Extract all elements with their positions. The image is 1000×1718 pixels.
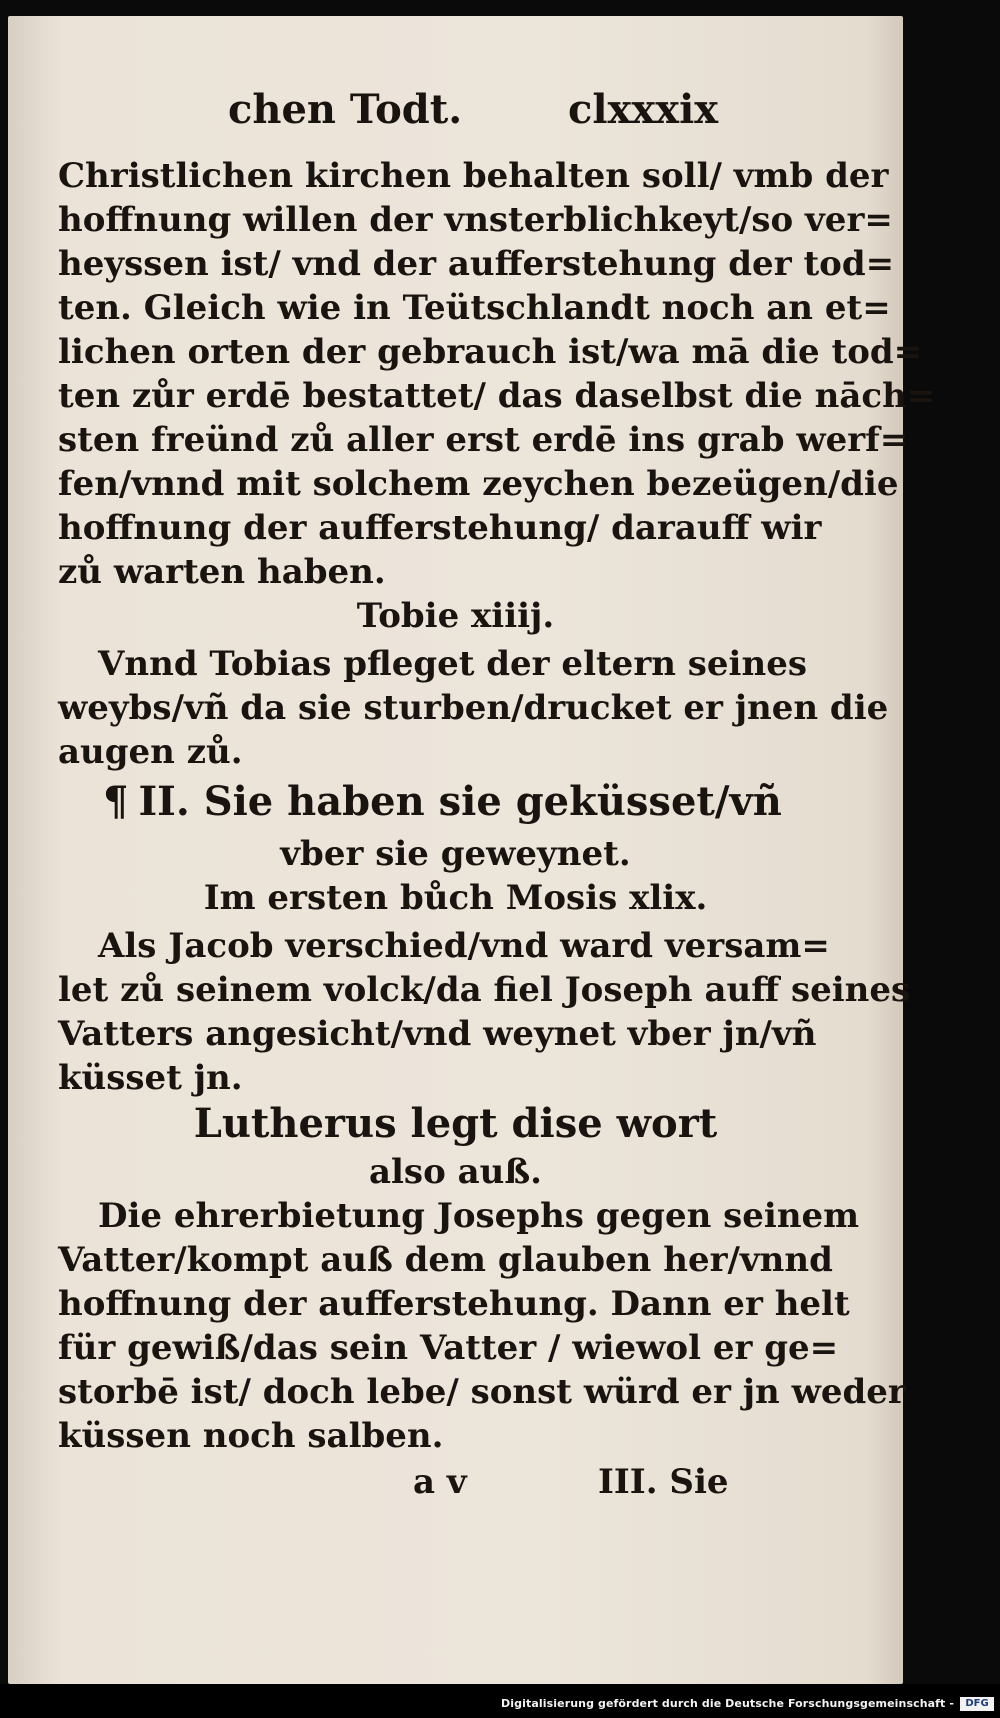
text-line: Vatters angesicht/vnd weynet vber jn/vñ <box>58 1014 817 1054</box>
text-line: Christlichen kirchen behalten soll/ vmb der <box>58 156 889 196</box>
text-line: Die ehrerbietung Josephs gegen seinem <box>98 1196 860 1236</box>
section-heading <box>103 778 782 825</box>
text-line: küssen noch salben. <box>58 1416 444 1456</box>
luther-heading: Lutherus legt dise wort <box>193 1100 718 1147</box>
text-line: augen zů. <box>58 732 243 772</box>
section-heading-text: II. Sie haben sie geküsset/vñ <box>138 778 782 825</box>
text-line: ten zůr erdē bestattet/ das daselbst die nāch= <box>58 376 936 416</box>
text-line: Vatter/kompt auß dem glauben her/vnnd <box>58 1240 833 1280</box>
book-page <box>8 16 936 1684</box>
moses-heading: Im ersten bůch Mosis xlix. <box>203 878 708 918</box>
text-line: hoffnung der aufferstehung. Dann er helt <box>58 1284 850 1324</box>
footer-bar <box>0 1684 1000 1718</box>
folio-number: clxxxix <box>568 86 719 133</box>
text-line: weybs/vñ da sie sturben/drucket er jnen die <box>58 688 889 728</box>
text-line: heyssen ist/ vnd der aufferstehung der tod= <box>58 244 895 284</box>
text-line: Als Jacob verschied/vnd ward versam= <box>98 926 830 966</box>
text-line: Vnnd Tobias pfleget der eltern seines <box>98 644 807 684</box>
text-line: hoffnung willen der vnsterblichkeyt/so ver= <box>58 200 893 240</box>
section-subheading: vber sie geweynet. <box>280 834 631 874</box>
text-line: zů warten haben. <box>58 552 386 592</box>
text-line: für gewiß/das sein Vatter / wiewol er ge= <box>58 1328 839 1368</box>
text-line: let zů seinem volck/da fiel Joseph auff seines <box>58 970 911 1010</box>
text-line: lichen orten der gebrauch ist/wa mā die tod= <box>58 332 923 372</box>
dfg-logo: DFG <box>960 1697 994 1711</box>
text-line: ten. Gleich wie in Teütschlandt noch an et= <box>58 288 891 328</box>
luther-subheading: also auß. <box>368 1152 543 1192</box>
funding-credit: Digitalisierung gefördert durch die Deutsche Forschungsgemeinschaft - <box>501 1697 954 1710</box>
catchword: III. Sie <box>598 1462 729 1502</box>
pilcrow-icon: ¶ <box>103 778 129 825</box>
running-head: chen Todt. <box>228 86 463 133</box>
text-line: sten freünd zů aller erst erdē ins grab werf= <box>58 420 909 460</box>
text-line: storbē ist/ doch lebe/ sonst würd er jn weder <box>58 1372 906 1412</box>
text-line: küsset jn. <box>58 1058 243 1098</box>
text-line: fen/vnnd mit solchem zeychen bezeügen/die <box>58 464 899 504</box>
signature-mark: a v <box>413 1462 467 1502</box>
text-line: hoffnung der aufferstehung/ darauff wir <box>58 508 822 548</box>
tobie-heading: Tobie xiiij. <box>356 596 555 636</box>
